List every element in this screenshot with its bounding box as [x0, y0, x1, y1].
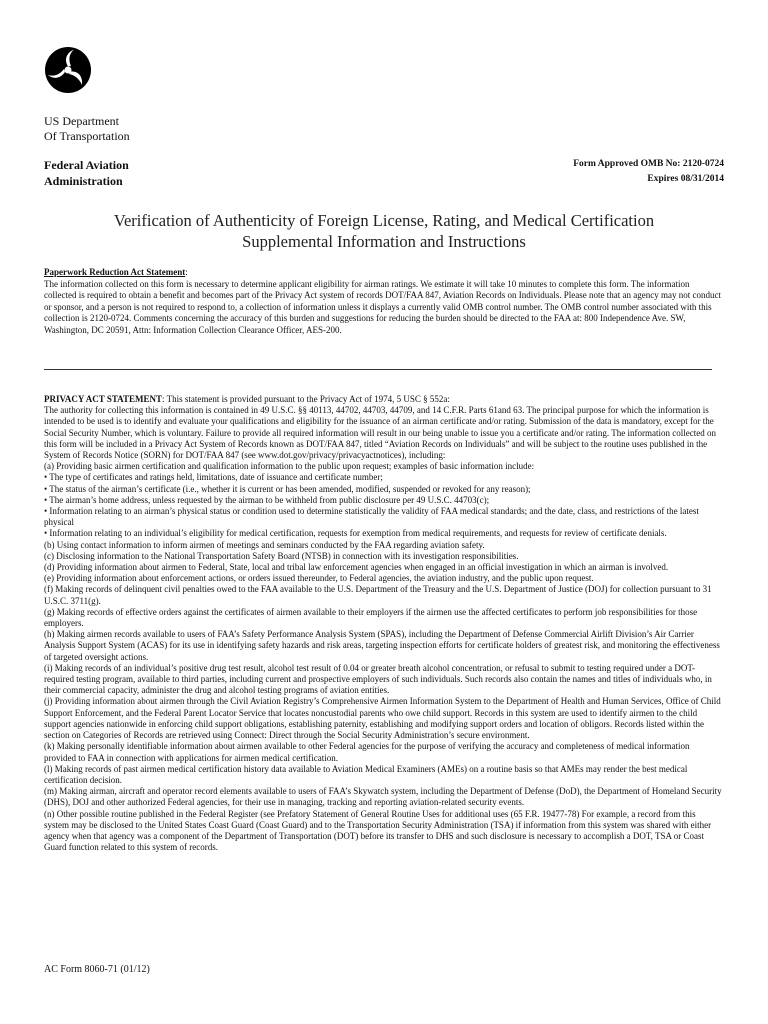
faa-line-2: Administration	[44, 174, 123, 188]
privacy-act-section	[44, 394, 722, 853]
privacy-paragraph: (l) Making records of past airmen medical certification history data available to Aviation Medical Examiners (AMEs) on a routine basis so that AMEs may render the best medical certification decision.	[44, 763, 688, 785]
paperwork-heading: Paperwork Reduction Act Statement	[44, 267, 186, 277]
dot-triskelion-logo-icon	[44, 46, 92, 94]
privacy-paragraph: (m) Making airman, aircraft and operator record elements available to users of FAA’s Skywatch system, including the Department of Defense (DoD), the Department of Homeland Security (DHS), DOJ and other authorized Federal agencies, for their use in managing, tracking and reporting aviation-related security events.	[44, 786, 722, 808]
privacy-paragraph: (h) Making airmen records available to users of FAA’s Safety Performance Analysis System (SPAS), including the Department of Defense Commercial Airlift Division’s Air Carrier Analysis Support System (ACAS) for its use in identifying safety hazards and risk areas, targeting inspection efforts for certificate holders of greatest risk, and monitoring the effectiveness of targeted oversight actions.	[44, 629, 720, 662]
privacy-heading: PRIVACY ACT STATEMENT	[44, 394, 163, 404]
privacy-paragraph: (k) Making personally identifiable information about airmen available to other Federal agencies for the purpose of verifying the accuracy and completeness of medical information provided to FAA in connection with applications for airmen medical certification.	[44, 741, 690, 763]
agency-name	[44, 157, 129, 189]
paperwork-reduction-section: Paperwork Reduction Act Statement: The information collected on this form is necessary to determine applicant eligibility for airman ratings. We estimate it will take 10 minutes to complete this form. The information collected is required to obtain a benefit and becomes part of the Privacy Act system of records DOT/FAA 847, Aviation Records on Individuals. Please note that an agency may not conduct or sponsor, and a person is not required to respond to, a collection of information unless it displays a currently valid OMB control number. The OMB control number associated with this collection is 2120-0724. Comments concerning the accuracy of this burden and suggestions for reducing the burden should be directed to the FAA at: 800 Independence Ave. SW, Washington, DC 20591, Attn: Information Collection Clearance Officer, AES-200.	[44, 267, 724, 337]
form-number: AC Form 8060-71 (01/12)	[44, 964, 150, 975]
paperwork-body: The information collected on this form is necessary to determine applicant eligibility for airman ratings. We estimate it will take 10 minutes to complete this form. The information collected is required to obtain a benefit and becomes part of the Privacy Act system of records DOT/FAA 847, Aviation Records on Individuals. Please note that an agency may not conduct or sponsor, and a person is not required to respond to, a collection of information unless it displays a currently valid OMB control number. The OMB control number associated with this collection is 2120-0724. Comments concerning the accuracy of this burden and suggestions for reducing the burden should be directed to the FAA at: 800 Independence Ave. SW, Washington, DC 20591, Attn: Information Collection Clearance Officer, AES-200.	[44, 278, 721, 335]
privacy-paragraph: (a) Providing basic airmen certification and qualification information to the public upon request; examples of basic information include:	[44, 461, 535, 472]
privacy-paragraph: (e) Providing information about enforcement actions, or orders issued thereunder, to Federal agencies, the aviation industry, and the public upon request.	[44, 573, 594, 584]
privacy-paragraph: (c) Disclosing information to the National Transportation Safety Board (NTSB) in connection with its investigation responsibilities.	[44, 550, 519, 561]
privacy-paragraphs	[44, 405, 722, 853]
document-title	[0, 210, 768, 252]
department-name	[44, 114, 130, 144]
privacy-paragraph: (d) Providing information about airmen to Federal, State, local and tribal law enforcement agencies when engaged in an official investigation in which an airman is involved.	[44, 562, 669, 573]
privacy-paragraph: (j) Providing information about airmen through the Civil Aviation Registry’s Comprehensive Airmen Information System to the Department of Health and Human Services, Office of Child Support Enforcement, and the Federal Parent Locator Service that locates noncustodial parents who owe child support. Records in this system are used to identify airmen to the child support agencies nationwide in enforcing child support obligations, establishing paternity, establishing and modifying support orders and location of obligors. Records listed within the section on Categories of Records are retrieved using Connect: Direct through the Social Security Administration’s secure environment.	[44, 696, 721, 741]
privacy-paragraph: (b) Using contact information to inform airmen of meetings and seminars conducted by the FAA regarding aviation safety.	[44, 539, 485, 550]
privacy-paragraph: • The status of the airman’s certificate (i.e., whether it is current or has been amended, modified, suspended or revoked for any reason);	[44, 483, 531, 494]
privacy-paragraph: • The type of certificates and ratings held, limitations, date of issuance and certificate number;	[44, 472, 383, 483]
omb-expiry: Expires 08/31/2014	[647, 174, 724, 184]
dept-line-2: Of Transportation	[44, 129, 130, 143]
privacy-paragraph: (i) Making records of an individual’s positive drug test result, alcohol test result of 0.04 or greater breath alcohol concentration, or refusal to submit to testing required under a DOT-required testing program, available to third parties, including current and prospective employers of such individuals. Such records also contain the names and titles of individuals who, in their commercial capacity, administer the drug and alcohol testing programs of aviation entities.	[44, 662, 712, 696]
privacy-paragraph: • Information relating to an airman’s physical status or condition used to determine statistically the validity of FAA medical standards; and the date, class, and restrictions of the latest physical	[44, 506, 699, 528]
privacy-paragraph: (n) Other possible routine published in the Federal Register (see Prefatory Statement of General Routine Uses for additional uses (65 F.R. 19477-78) For example, a record from this system may be disclosed to the United States Coast Guard (Coast Guard) and to the Transportation Security Administration (TSA) if information from this system was shared with either agency when that agency was a component of the Department of Transportation (DOT) before its transfer to DHS and such disclosure is necessary to accomplish a DOT, TSA or Coast Guard function related to this system of records.	[44, 808, 712, 853]
title-line-2: Supplemental Information and Instructions	[242, 232, 526, 251]
privacy-paragraph: • Information relating to an individual’s eligibility for medical certification, requests for exemption from medical requirements, and requests for review of certificate denials.	[44, 528, 667, 539]
section-divider	[44, 369, 712, 370]
omb-approval	[573, 157, 724, 187]
privacy-paragraph: (f) Making records of delinquent civil penalties owed to the FAA available to the U.S. Department of the Treasury and the U.S. Department of Justice (DOJ) for collection pursuant to 31 U.S.C. 3711(g).	[44, 584, 712, 606]
privacy-paragraph: • The airman’s home address, unless requested by the airman to be withheld from public disclosure per 49 U.S.C. 44703(c);	[44, 494, 490, 505]
title-line-1: Verification of Authenticity of Foreign License, Rating, and Medical Certification	[113, 211, 655, 230]
privacy-paragraph: (g) Making records of effective orders against the certificates of airmen available to their employers if the airmen use the affected certificates to perform job responsibilities for those employers.	[44, 606, 698, 629]
privacy-intro: : This statement is provided pursuant to the Privacy Act of 1974, 5 USC § 552a:	[162, 394, 450, 404]
privacy-paragraph: The authority for collecting this information is contained in 49 U.S.C. §§ 40113, 44702, 44703, 44709, and 14 C.F.R. Parts 61and 63. The principal purpose for which the information is intended to be used is to identify and evaluate your qualifications and eligibility for the issuance of an airman certificate and/or rating. Submission of the data is mandatory, except for the Social Security Number, which is voluntary. Failure to provide all required information will result in our being unable to issue you a certificate and/or rating. The information collected on this form will be included in a Privacy Act System of Records known as DOT/FAA 847, titled “Aviation Records on Individuals” and will be subject to the routine uses published in the System of Records Notice (SORN) for DOT/FAA 847 (see www.dot.gov/privacy/privacyactnotices), including:	[44, 405, 716, 461]
faa-line-1: Federal Aviation	[44, 158, 129, 172]
omb-number: Form Approved OMB No: 2120-0724	[573, 159, 724, 169]
dept-line-1: US Department	[44, 114, 119, 128]
